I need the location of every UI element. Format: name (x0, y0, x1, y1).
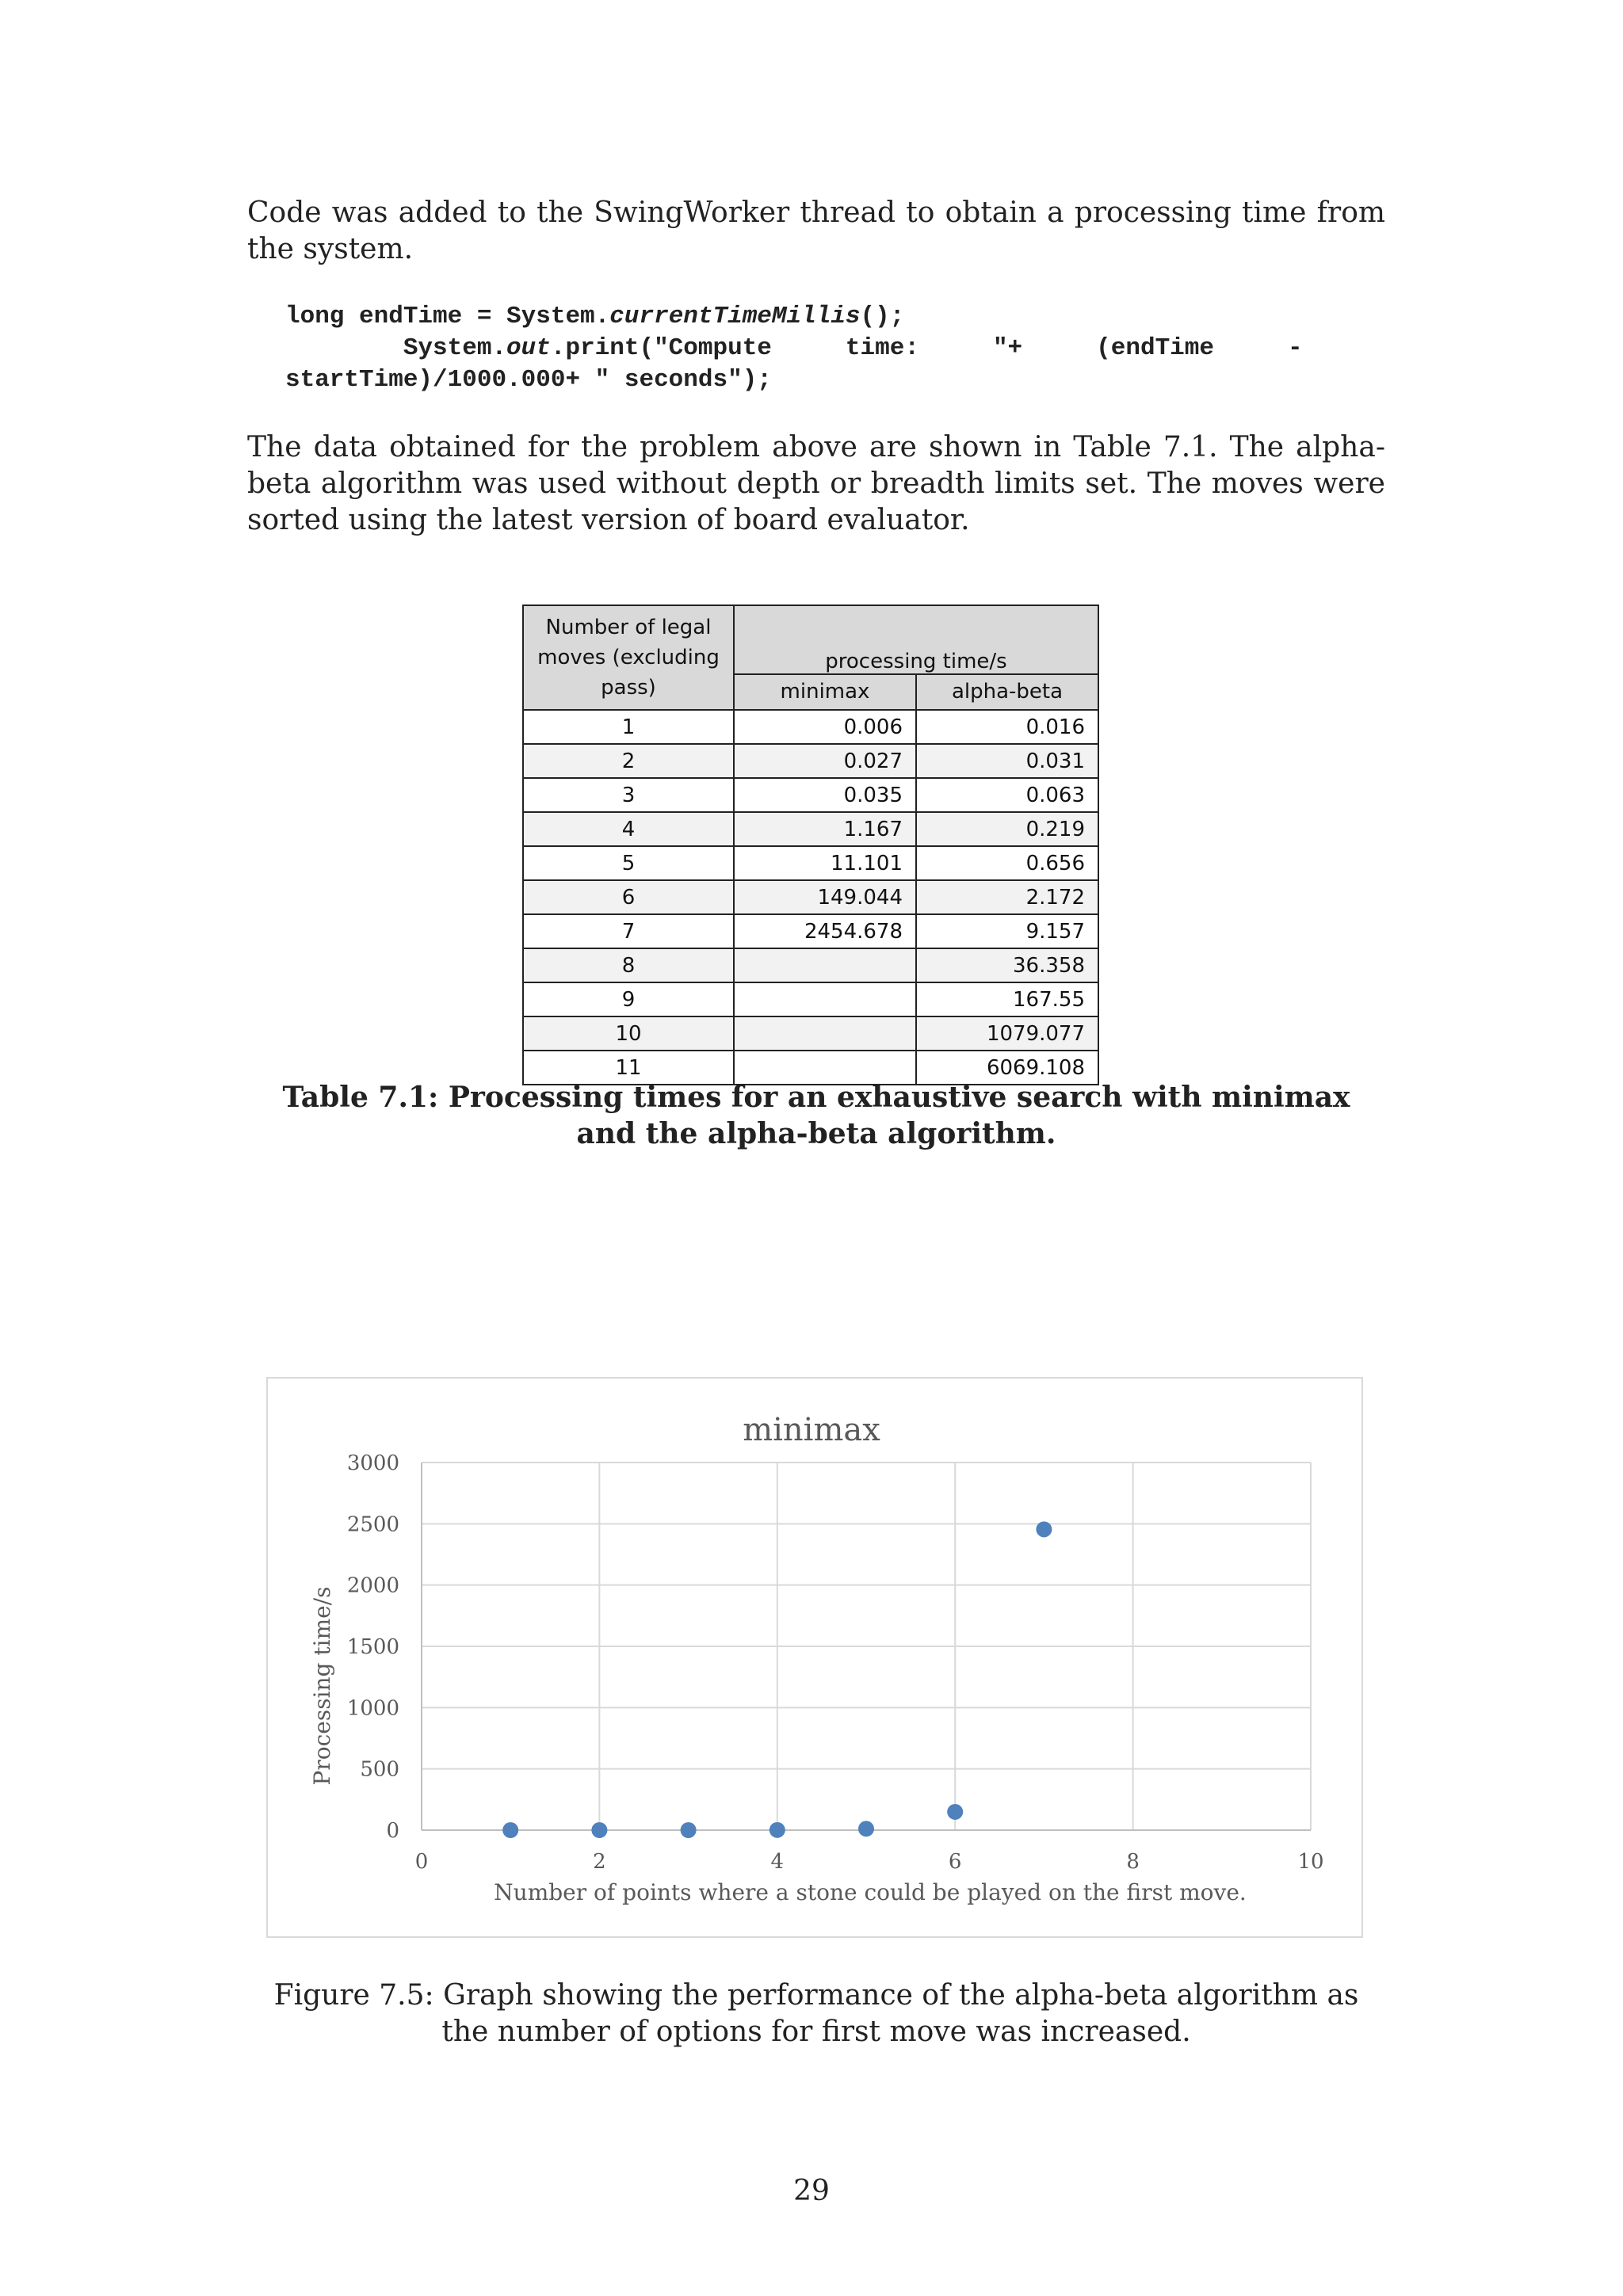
y-tick-label: 0 (386, 1819, 399, 1843)
cell-alphabeta: 36.358 (916, 948, 1098, 982)
x-axis-label: Number of points where a stone could be played on the first move. (494, 1879, 1247, 1905)
y-axis-label: Processing time/s (309, 1586, 335, 1786)
table-body (523, 710, 1098, 1085)
x-tick-label: 6 (948, 1850, 962, 1874)
cell-moves: 5 (523, 846, 734, 880)
cell-minimax: 2454.678 (734, 914, 916, 948)
table-caption: Table 7.1: Processing times for an exhaustive search with minimax and the alpha-beta algorithm. (282, 1081, 1350, 1150)
x-tick-label: 0 (414, 1850, 429, 1874)
cell-alphabeta: 9.157 (916, 914, 1098, 948)
figure-caption: Figure 7.5: Graph showing the performance of the alpha-beta algorithm as the number of options for first move was increased. (273, 1979, 1359, 2048)
data-point (681, 1822, 697, 1838)
table-row (523, 880, 1098, 914)
cell-moves: 2 (523, 744, 734, 778)
cell-moves: 1 (523, 710, 734, 744)
cell-alphabeta: 167.55 (916, 982, 1098, 1016)
cell-moves: 11 (523, 1051, 734, 1085)
data-point (502, 1822, 518, 1838)
y-tick-label: 500 (360, 1757, 399, 1782)
table-row (523, 1016, 1098, 1051)
x-tick-label: 4 (770, 1850, 785, 1874)
header-alpha-beta: alpha-beta (916, 674, 1098, 710)
data-point (591, 1822, 607, 1838)
cell-minimax (734, 948, 916, 982)
cell-moves: 7 (523, 914, 734, 948)
cell-moves: 9 (523, 982, 734, 1016)
cell-moves: 8 (523, 948, 734, 982)
chart-area (266, 1377, 1363, 1938)
code-line-2: System.out.print("Compute time: "+ (endTime - (285, 334, 1303, 362)
cell-minimax: 11.101 (734, 846, 916, 880)
header-minimax: minimax (734, 674, 916, 710)
data-point (947, 1804, 963, 1820)
cell-alphabeta: 0.016 (916, 710, 1098, 744)
data-point (1036, 1521, 1052, 1537)
y-tick-label: 3000 (346, 1451, 399, 1475)
header-legal-moves: Number of legal moves (excluding pass) (523, 605, 734, 710)
table-row (523, 744, 1098, 778)
cell-alphabeta: 6069.108 (916, 1051, 1098, 1085)
cell-alphabeta: 2.172 (916, 880, 1098, 914)
cell-minimax (734, 982, 916, 1016)
table-row (523, 982, 1098, 1016)
cell-moves: 3 (523, 778, 734, 812)
cell-minimax: 0.006 (734, 710, 916, 744)
code-line-1: long endTime = System.currentTimeMillis(); (285, 303, 905, 330)
cell-alphabeta: 0.656 (916, 846, 1098, 880)
cell-minimax: 0.027 (734, 744, 916, 778)
cell-minimax: 149.044 (734, 880, 916, 914)
y-tick-label: 1500 (346, 1635, 399, 1659)
data-point (769, 1822, 785, 1838)
table-row (523, 812, 1098, 846)
intro-paragraph: Code was added to the SwingWorker thread to obtain a processing time from the system. (247, 196, 1385, 265)
chart-title: minimax (743, 1412, 880, 1448)
cell-moves: 6 (523, 880, 734, 914)
minimax-scatter-chart (268, 1379, 1361, 1936)
y-tick-label: 1000 (346, 1696, 399, 1721)
data-paragraph: The data obtained for the problem above are shown in Table 7.1. The alpha-beta algorithm was used without depth or breadth limits set. The moves were sorted using the latest version of board evaluator. (247, 431, 1385, 536)
cell-minimax: 0.035 (734, 778, 916, 812)
cell-moves: 10 (523, 1016, 734, 1051)
header-processing-time: processing time/s (734, 605, 1098, 674)
code-line-3: startTime)/1000.000+ " seconds"); (285, 366, 772, 394)
table-row (523, 778, 1098, 812)
cell-minimax: 1.167 (734, 812, 916, 846)
cell-minimax (734, 1016, 916, 1051)
page-number: 29 (793, 2175, 830, 2207)
cell-alphabeta: 0.219 (916, 812, 1098, 846)
processing-times-table (522, 605, 1099, 1085)
table-row (523, 846, 1098, 880)
y-tick-label: 2000 (346, 1573, 399, 1598)
data-point (858, 1821, 874, 1836)
x-tick-label: 8 (1126, 1850, 1140, 1874)
x-tick-label: 2 (593, 1850, 606, 1874)
table-row (523, 914, 1098, 948)
cell-alphabeta: 0.031 (916, 744, 1098, 778)
table-row (523, 948, 1098, 982)
cell-alphabeta: 0.063 (916, 778, 1098, 812)
x-tick-label: 10 (1297, 1850, 1324, 1874)
cell-moves: 4 (523, 812, 734, 846)
code-block (285, 301, 1387, 396)
y-tick-label: 2500 (346, 1512, 399, 1537)
cell-alphabeta: 1079.077 (916, 1016, 1098, 1051)
table-row (523, 710, 1098, 744)
